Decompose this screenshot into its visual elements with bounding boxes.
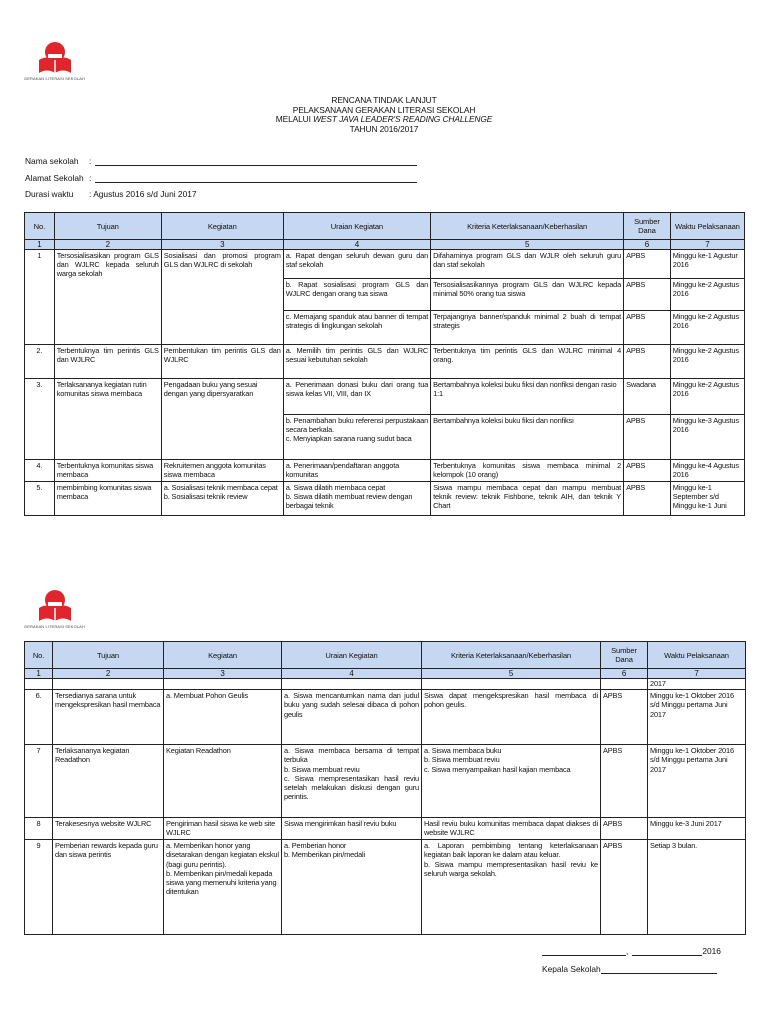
table-cell: APBS	[624, 415, 671, 460]
table-cell: Terbentuknya tim perintis GLS dan WJLRC minimal 4 orang.	[431, 345, 624, 379]
header-no: No.	[25, 642, 53, 669]
header-kegiatan: Kegiatan	[164, 642, 282, 669]
table-cell: 9	[25, 840, 53, 935]
table-cell: Siswa mampu membaca cepat dan mampu membuat teknik review: teknik Fishbone, teknik AIH, dan teknik Y Chart	[431, 482, 624, 516]
table-cell: Terakesesnya website WJLRC	[53, 818, 164, 840]
table-cell: a. Penerimaan/pendaftaran anggota komunitas	[283, 460, 430, 482]
table-cell: 2	[54, 240, 161, 250]
header-kriteria: Kriteria Keterlaksanaan/Keberhasilan	[422, 642, 601, 669]
table-cell: membimbing komunitas siswa membaca	[54, 482, 161, 516]
header-tujuan: Tujuan	[53, 642, 164, 669]
table-cell: a. Penerimaan donasi buku dari orang tua siswa kelas VII, VIII, dan IX	[283, 379, 430, 415]
gls-logo-icon	[36, 42, 74, 76]
table-cell: Pemberian rewards kepada guru dan siswa perintis	[53, 840, 164, 935]
table-row	[25, 345, 745, 379]
table-cell: 4	[282, 669, 422, 679]
table-cell: Tersosialisasikan program GLS dan WJLRC kepada seluruh warga sekolah	[54, 250, 161, 345]
table-cell: Siswa dapat mengekspresikan hasil membaca di pohon geulis.	[422, 690, 601, 745]
table-cell: APBS	[601, 690, 648, 745]
column-number-row	[25, 669, 746, 679]
table-cell: Pembentukan tim perintis GLS dan WJLRC	[161, 345, 283, 379]
table-cell: Bertambahnya koleksi buku fiksi dan nonfiksi dengan rasio 1:1	[431, 379, 624, 415]
table-cell: 3.	[25, 379, 55, 460]
table-cell: 2.	[25, 345, 55, 379]
table-cell	[601, 679, 648, 690]
gls-logo-icon	[36, 590, 74, 624]
table-cell: Tersedianya sarana untuk mengekspresikan hasil membaca	[53, 690, 164, 745]
table-cell: Minggu ke-3 Juni 2017	[648, 818, 746, 840]
table-cell: a. Rapat dengan seluruh dewan guru dan staf sekolah	[283, 250, 430, 279]
table-cell: Sosialisasi dan promosi program GLS dan WJLRC di sekolah	[161, 250, 283, 345]
logo-caption: GERAKAN LITERASI SEKOLAH	[24, 76, 85, 81]
title-line-2: PELAKSANAAN GERAKAN LITERASI SEKOLAH	[292, 104, 476, 115]
rtl-table-2	[24, 641, 746, 935]
table-cell: Bertambahnya koleksi buku fiksi dan nonfiksi	[431, 415, 624, 460]
table-cell: 1	[25, 240, 55, 250]
table-cell: APBS	[601, 745, 648, 818]
table-cell: a. Pemberian honor b. Memberikan pin/medali	[282, 840, 422, 935]
table-cell: Minggu ke-2 Agustus 2016	[670, 279, 744, 311]
table-row	[25, 250, 745, 279]
table-row	[25, 818, 746, 840]
table-cell: Terbentuknya komunitas siswa membaca	[54, 460, 161, 482]
table-cell: 5.	[25, 482, 55, 516]
table-row	[25, 379, 745, 415]
table-cell: Minggu ke-3 Agustus 2016	[670, 415, 744, 460]
table-header	[25, 642, 746, 669]
table-cell: b. Rapat sosialisasi program GLS dan WJLRC dengan orang tua siswa	[283, 279, 430, 311]
table-cell: a. Siswa membaca bersama di tempat terbuka b. Siswa membuat reviu c. Siswa mempresentasikan hasil reviu setelah melakukan diskusi dengan guru perintis.	[282, 745, 422, 818]
document-title	[0, 96, 768, 134]
table-cell: 8	[25, 818, 53, 840]
table-cell: a. Siswa membaca buku b. Siswa membuat reviu c. Siswa menyampaikan hasil kajian membaca	[422, 745, 601, 818]
table-cell: Terpajangnya banner/spanduk minimal 2 buah di tempat strategis	[431, 311, 624, 345]
table-cell: Minggu ke-1 September s/d Minggu ke-1 Juni	[670, 482, 744, 516]
kepala-line[interactable]	[601, 965, 717, 974]
table-cell	[282, 679, 422, 690]
table-cell: APBS	[624, 345, 671, 379]
table-cell: 1	[25, 250, 55, 345]
table-cell: Minggu ke-1 Agustur 2016	[670, 250, 744, 279]
city-line[interactable]	[542, 947, 626, 956]
date-line[interactable]	[632, 947, 702, 956]
table-row	[25, 745, 746, 818]
table-cell: Minggu ke-4 Agustus 2016	[670, 460, 744, 482]
table-cell: Pengadaan buku yang sesuai dengan yang dipersyaratkan	[161, 379, 283, 460]
table-cell: 4.	[25, 460, 55, 482]
table-cell: Terbentuknya komunitas siswa membaca minimal 2 kelompok (10 orang)	[431, 460, 624, 482]
table-cell: 3	[164, 669, 282, 679]
alamat-sekolah-line[interactable]	[95, 174, 417, 183]
table-cell: a. Memilih tim perintis GLS dan WJLRC sesuai kebutuhan sekolah	[283, 345, 430, 379]
table-cell: Minggu ke-1 Oktober 2016 s/d Minggu pertama Juni 2017	[648, 690, 746, 745]
table-cell: Minggu ke-1 Oktober 2016 s/d Minggu pertama Juni 2017	[648, 745, 746, 818]
table-row	[25, 482, 745, 516]
rtl-table-1	[24, 212, 745, 516]
table-cell: APBS	[624, 482, 671, 516]
header-uraian: Uraian Kegiatan	[282, 642, 422, 669]
table-cell: APBS	[601, 818, 648, 840]
column-number-row	[25, 240, 745, 250]
table-cell: APBS	[624, 311, 671, 345]
table-cell: APBS	[624, 250, 671, 279]
table-cell: Siswa mengirimkan hasil reviu buku	[282, 818, 422, 840]
gls-logo	[24, 42, 86, 81]
table-cell: 6	[624, 240, 671, 250]
table-cell: Minggu ke-2 Agustus 2016	[670, 379, 744, 415]
durasi-waktu-row: Durasi waktu : Agustus 2016 s/d Juni 2017	[25, 189, 197, 199]
table-cell: Swadana	[624, 379, 671, 415]
alamat-sekolah-row: Alamat Sekolah :	[25, 173, 417, 183]
table-cell	[53, 679, 164, 690]
table-cell: Minggu ke-2 Agustus 2016	[670, 345, 744, 379]
table-cell: Difahaminya program GLS dan WJLR oleh seluruh guru dan staf sekolah	[431, 250, 624, 279]
table-cell: Rekruitemen anggota komunitas siswa membaca	[161, 460, 283, 482]
table-cell: 5	[431, 240, 624, 250]
logo-caption: GERAKAN LITERASI SEKOLAH	[24, 624, 85, 629]
header-kegiatan: Kegiatan	[161, 213, 283, 240]
title-line-4: TAHUN 2016/2017	[349, 123, 419, 134]
table-cell: 1	[25, 669, 53, 679]
header-sumber-dana: Sumber Dana	[601, 642, 648, 669]
table-cell: 6	[601, 669, 648, 679]
table-cell: a. Sosialisasi teknik membaca cepat b. Sosialisasi teknik review	[161, 482, 283, 516]
table-cell: 7	[648, 669, 746, 679]
header-kriteria: Kriteria Keterlaksanaan/Keberhasilan	[431, 213, 624, 240]
table-cell: 2	[53, 669, 164, 679]
table-cell: Terbentuknya tim perintis GLS dan WJLRC	[54, 345, 161, 379]
table-cell: c. Memajang spanduk atau banner di tempat strategis di lingkungan sekolah	[283, 311, 430, 345]
header-waktu: Waktu Pelaksanaan	[670, 213, 744, 240]
table-cell: b. Penambahan buku referensi perpustakaan secara berkala. c. Menyiapkan sarana ruang sudut baca	[283, 415, 430, 460]
table-cell: a. Siswa dilatih membaca cepat b. Siswa dilatih membuat review dengan berbagai teknik	[283, 482, 430, 516]
table-cell: a. Siswa mencantumkan nama dan judul buku yang sudah selesai dibaca di pohon geulis	[282, 690, 422, 745]
table-cell: 2017	[648, 679, 746, 690]
table-cell: 7	[670, 240, 744, 250]
table-cell: 7	[25, 745, 53, 818]
table-cell: a. Laporan pembimbing tentang keterlaksanaan kegiatan baik laporan ke dalam atau keluar. b. Siswa mampu mempresentasikan hasil reviu ke seluruh warga sekolah.	[422, 840, 601, 935]
nama-sekolah-row: Nama sekolah :	[25, 156, 417, 166]
table-cell: a. Memberikan honor yang disetarakan dengan kegiatan ekskul (bagi guru perintis). b. Memberikan pin/medali kepada siswa yang memenuhi kriteria yang ditentukan	[164, 840, 282, 935]
gls-logo-page-2	[24, 590, 86, 629]
header-no: No.	[25, 213, 55, 240]
header-tujuan: Tujuan	[54, 213, 161, 240]
table-cell: Hasil reviu buku komunitas membaca dapat diakses di website WJLRC	[422, 818, 601, 840]
table-cell: 4	[283, 240, 430, 250]
signature-kepala: Kepala Sekolah	[542, 964, 717, 974]
nama-sekolah-line[interactable]	[95, 157, 417, 166]
table-cell: APBS	[601, 840, 648, 935]
table-cell: Terlaksananya kegiatan rutin komunitas siswa membaca	[54, 379, 161, 460]
table-cell: Kegiatan Readathon	[164, 745, 282, 818]
title-line-1: RENCANA TINDAK LANJUT	[331, 95, 437, 105]
table-cell: Minggu ke-2 Agustus 2016	[670, 311, 744, 345]
table-cell: 3	[161, 240, 283, 250]
header-uraian: Uraian Kegiatan	[283, 213, 430, 240]
table-row	[25, 840, 746, 935]
table-cell: a. Membuat Pohon Geulis	[164, 690, 282, 745]
table-cell: APBS	[624, 460, 671, 482]
title-line-3: MELALUI WEST JAVA LEADER'S READING CHALLENGE	[275, 114, 493, 125]
table-cell	[164, 679, 282, 690]
table-cell: Setiap 3 bulan.	[648, 840, 746, 935]
table-cell: Terlaksananya kegiatan Readathon	[53, 745, 164, 818]
table-cell: 5	[422, 669, 601, 679]
signature-date: , 2016	[542, 946, 721, 956]
header-waktu: Waktu Pelaksanaan	[648, 642, 746, 669]
table-cell: APBS	[624, 279, 671, 311]
table-row-carry	[25, 679, 746, 690]
table-cell	[25, 679, 53, 690]
table-cell	[422, 679, 601, 690]
table-cell: 6.	[25, 690, 53, 745]
table-cell: Tersosialisasikannya program GLS dan WJLRC kepada minimal 50% orang tua siswa	[431, 279, 624, 311]
header-sumber-dana: Sumber Dana	[624, 213, 671, 240]
table-row	[25, 460, 745, 482]
table-row	[25, 690, 746, 745]
table-cell: Pengiriman hasil siswa ke web site WJLRC	[164, 818, 282, 840]
table-header	[25, 213, 745, 240]
